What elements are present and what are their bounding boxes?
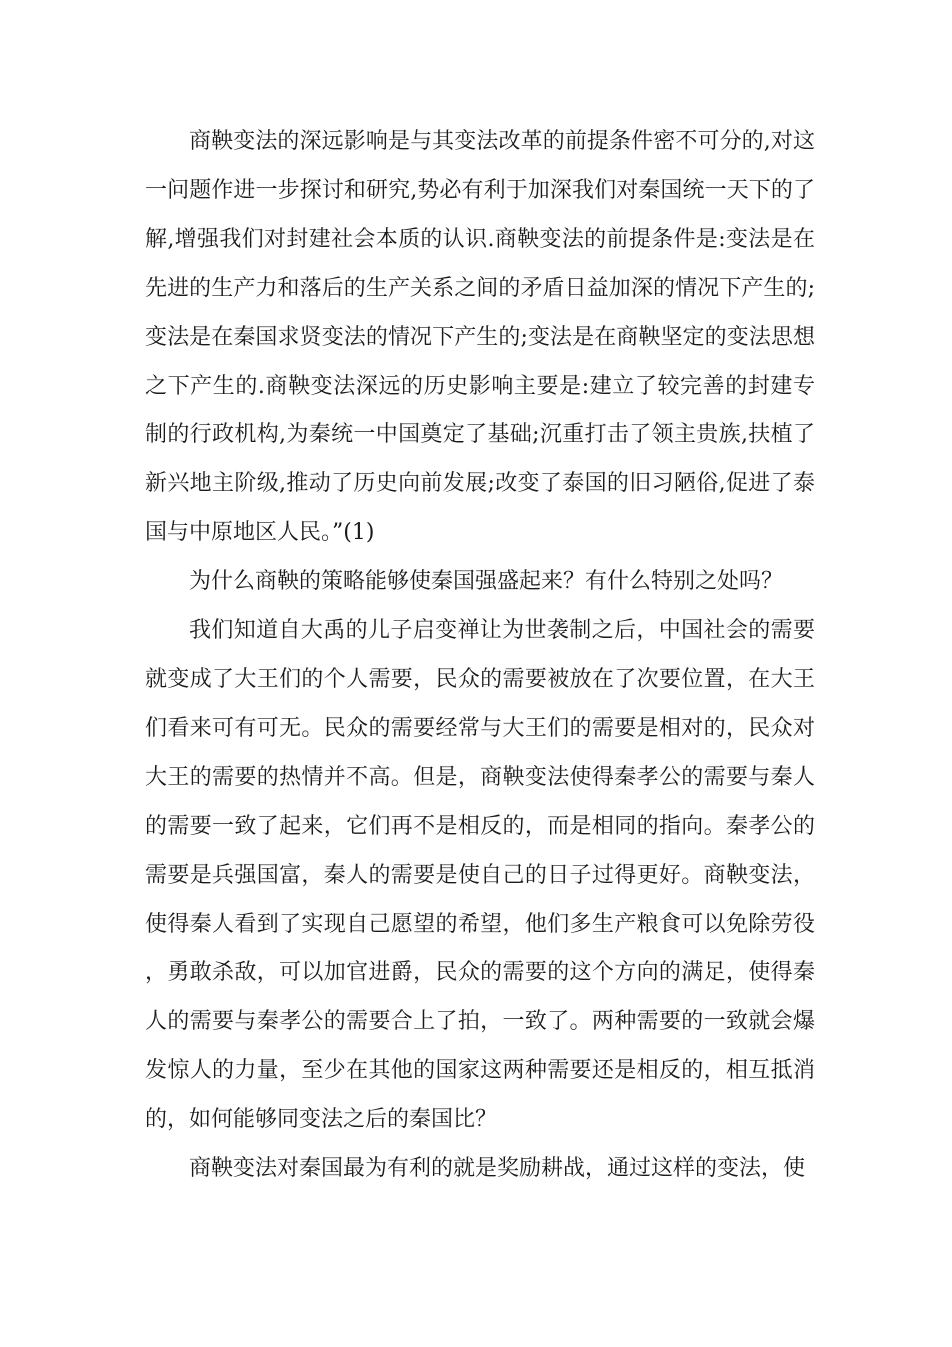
paragraph-shang-yang-reform-impact: 商鞅变法的深远影响是与其变法改革的前提条件密不可分的,对这一问题作进一步探讨和研究,势必有利于加深我们对秦国统一天下的了解,增强我们对封建社会本质的认识.商鞅变法的前提条件是:变法是在先进的生产力和落后的生产关系之间的矛盾日益加深的情况下产生的;变法是在秦国求贤变法的情况下产生的;变法是在商鞅坚定的变法思想之下产生的.商鞅变法深远的历史影响主要是:建立了较完善的封建专制的行政机构,为秦统一中国奠定了基础;沉重打击了领主贵族,扶植了新兴地主阶级,推动了历史向前发展;改变了泰国的旧习陋俗,促进了泰国与中原地区人民。”(1) xyxy=(145,129,815,546)
document-body xyxy=(145,118,815,1194)
paragraph-question: 为什么商鞅的策略能够使秦国强盛起来？有什么特别之处吗？ xyxy=(189,569,784,595)
paragraph-farming-warfare: 商鞅变法对秦国最为有利的就是奖励耕战，通过这样的变法，使 xyxy=(189,1156,806,1182)
paragraph-needs-alignment: 我们知道自大禹的儿子启变禅让为世袭制之后，中国社会的需要就变成了大王们的个人需要，民众的需要被放在了次要位置，在大王们看来可有可无。民众的需要经常与大王们的需要是相对的，民众对大王的需要的热情并不高。但是，商鞅变法使得秦孝公的需要与秦人的需要一致了起来，它们再不是相反的，而是相同的指向。秦孝公的需要是兵强国富，秦人的需要是使自己的日子过得更好。商鞅变法，使得秦人看到了实现自己愿望的希望，他们多生产粮食可以免除劳役，勇敢杀敌，可以加官进爵，民众的需要的这个方向的满足，使得秦人的需要与秦孝公的需要合上了拍，一致了。两种需要的一致就会爆发惊人的力量，至少在其他的国家这两种需要还是相反的，相互抵消的，如何能够同变法之后的秦国比？ xyxy=(145,618,815,1133)
